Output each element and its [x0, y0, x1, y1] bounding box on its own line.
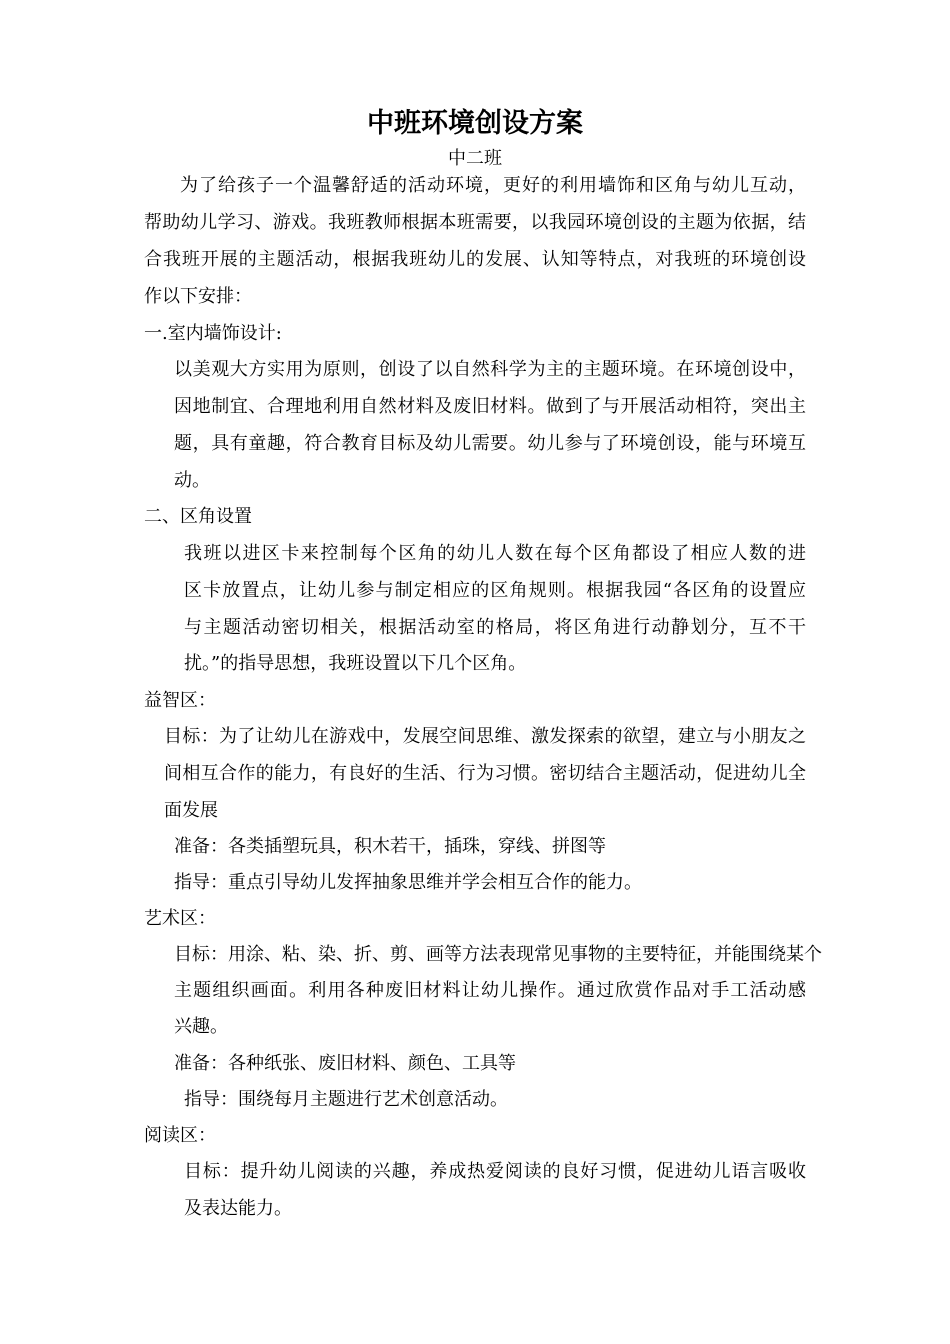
- area-goal-line: 间相互合作的能力，有良好的生活、行为习惯。密切结合主题活动，促进幼儿全: [164, 763, 806, 784]
- area-guide: 指导：围绕每月主题进行艺术创意活动。: [184, 1089, 508, 1110]
- area-goal-line: 及表达能力。: [184, 1198, 292, 1219]
- area-goal-line: 面发展: [164, 800, 218, 821]
- intro-line: 为了给孩子一个温馨舒适的活动环境，更好的利用墙饰和区角与幼儿互动，: [180, 175, 806, 196]
- area-heading: 阅读区：: [144, 1125, 216, 1146]
- area-goal-line: 主题组织画面。利用各种废旧材料让幼儿操作。通过欣赏作品对手工活动感: [174, 980, 806, 1001]
- section-heading: 二、区角设置: [144, 506, 252, 527]
- area-heading: 艺术区：: [144, 908, 216, 929]
- area-prep: 准备：各种纸张、废旧材料、颜色、工具等: [174, 1053, 516, 1074]
- area-goal-line: 目标：提升幼儿阅读的兴趣，养成热爱阅读的良好习惯，促进幼儿语言吸收: [184, 1161, 806, 1182]
- area-heading: 益智区：: [144, 690, 216, 711]
- area-guide: 指导：重点引导幼儿发挥抽象思维并学会相互合作的能力。: [174, 872, 642, 893]
- document-title: 中班环境创设方案: [367, 108, 583, 139]
- area-goal-line: 目标：为了让幼儿在游戏中，发展空间思维、激发探索的欲望，建立与小朋友之: [164, 726, 806, 747]
- section-line: 以美观大方实用为原则，创设了以自然科学为主的主题环境。在环境创设中，: [174, 359, 806, 380]
- document-subtitle: 中二班: [448, 148, 502, 169]
- area-prep: 准备：各类插塑玩具，积木若干，插珠，穿线、拼图等: [174, 836, 606, 857]
- intro-line: 帮助幼儿学习、游戏。我班教师根据本班需要，以我园环境创设的主题为依据，结: [144, 212, 806, 233]
- section-line: 扰。”的指导思想，我班设置以下几个区角。: [184, 653, 527, 674]
- section-line: 动。: [174, 470, 210, 491]
- section-line: 我班以进区卡来控制每个区角的幼儿人数在每个区角都设了相应人数的进: [184, 543, 806, 564]
- section-heading: 一.室内墙饰设计:: [144, 323, 282, 344]
- area-goal-line: 兴趣。: [174, 1016, 228, 1037]
- section-line: 与主题活动密切相关，根据活动室的格局，将区角进行动静划分，互不干: [184, 617, 806, 638]
- intro-line: 合我班开展的主题活动，根据我班幼儿的发展、认知等特点，对我班的环境创设: [144, 249, 806, 270]
- section-line: 因地制宜、合理地利用自然材料及废旧材料。做到了与开展活动相符，突出主: [174, 396, 806, 417]
- section-line: 区卡放置点，让幼儿参与制定相应的区角规则。根据我园“各区角的设置应: [184, 580, 806, 601]
- intro-line: 作以下安排：: [144, 286, 252, 307]
- area-goal-line: 目标：用涂、粘、染、折、剪、画等方法表现常见事物的主要特征，并能围绕某个: [174, 944, 822, 965]
- section-line: 题，具有童趣，符合教育目标及幼儿需要。幼儿参与了环境创设，能与环境互: [174, 433, 806, 454]
